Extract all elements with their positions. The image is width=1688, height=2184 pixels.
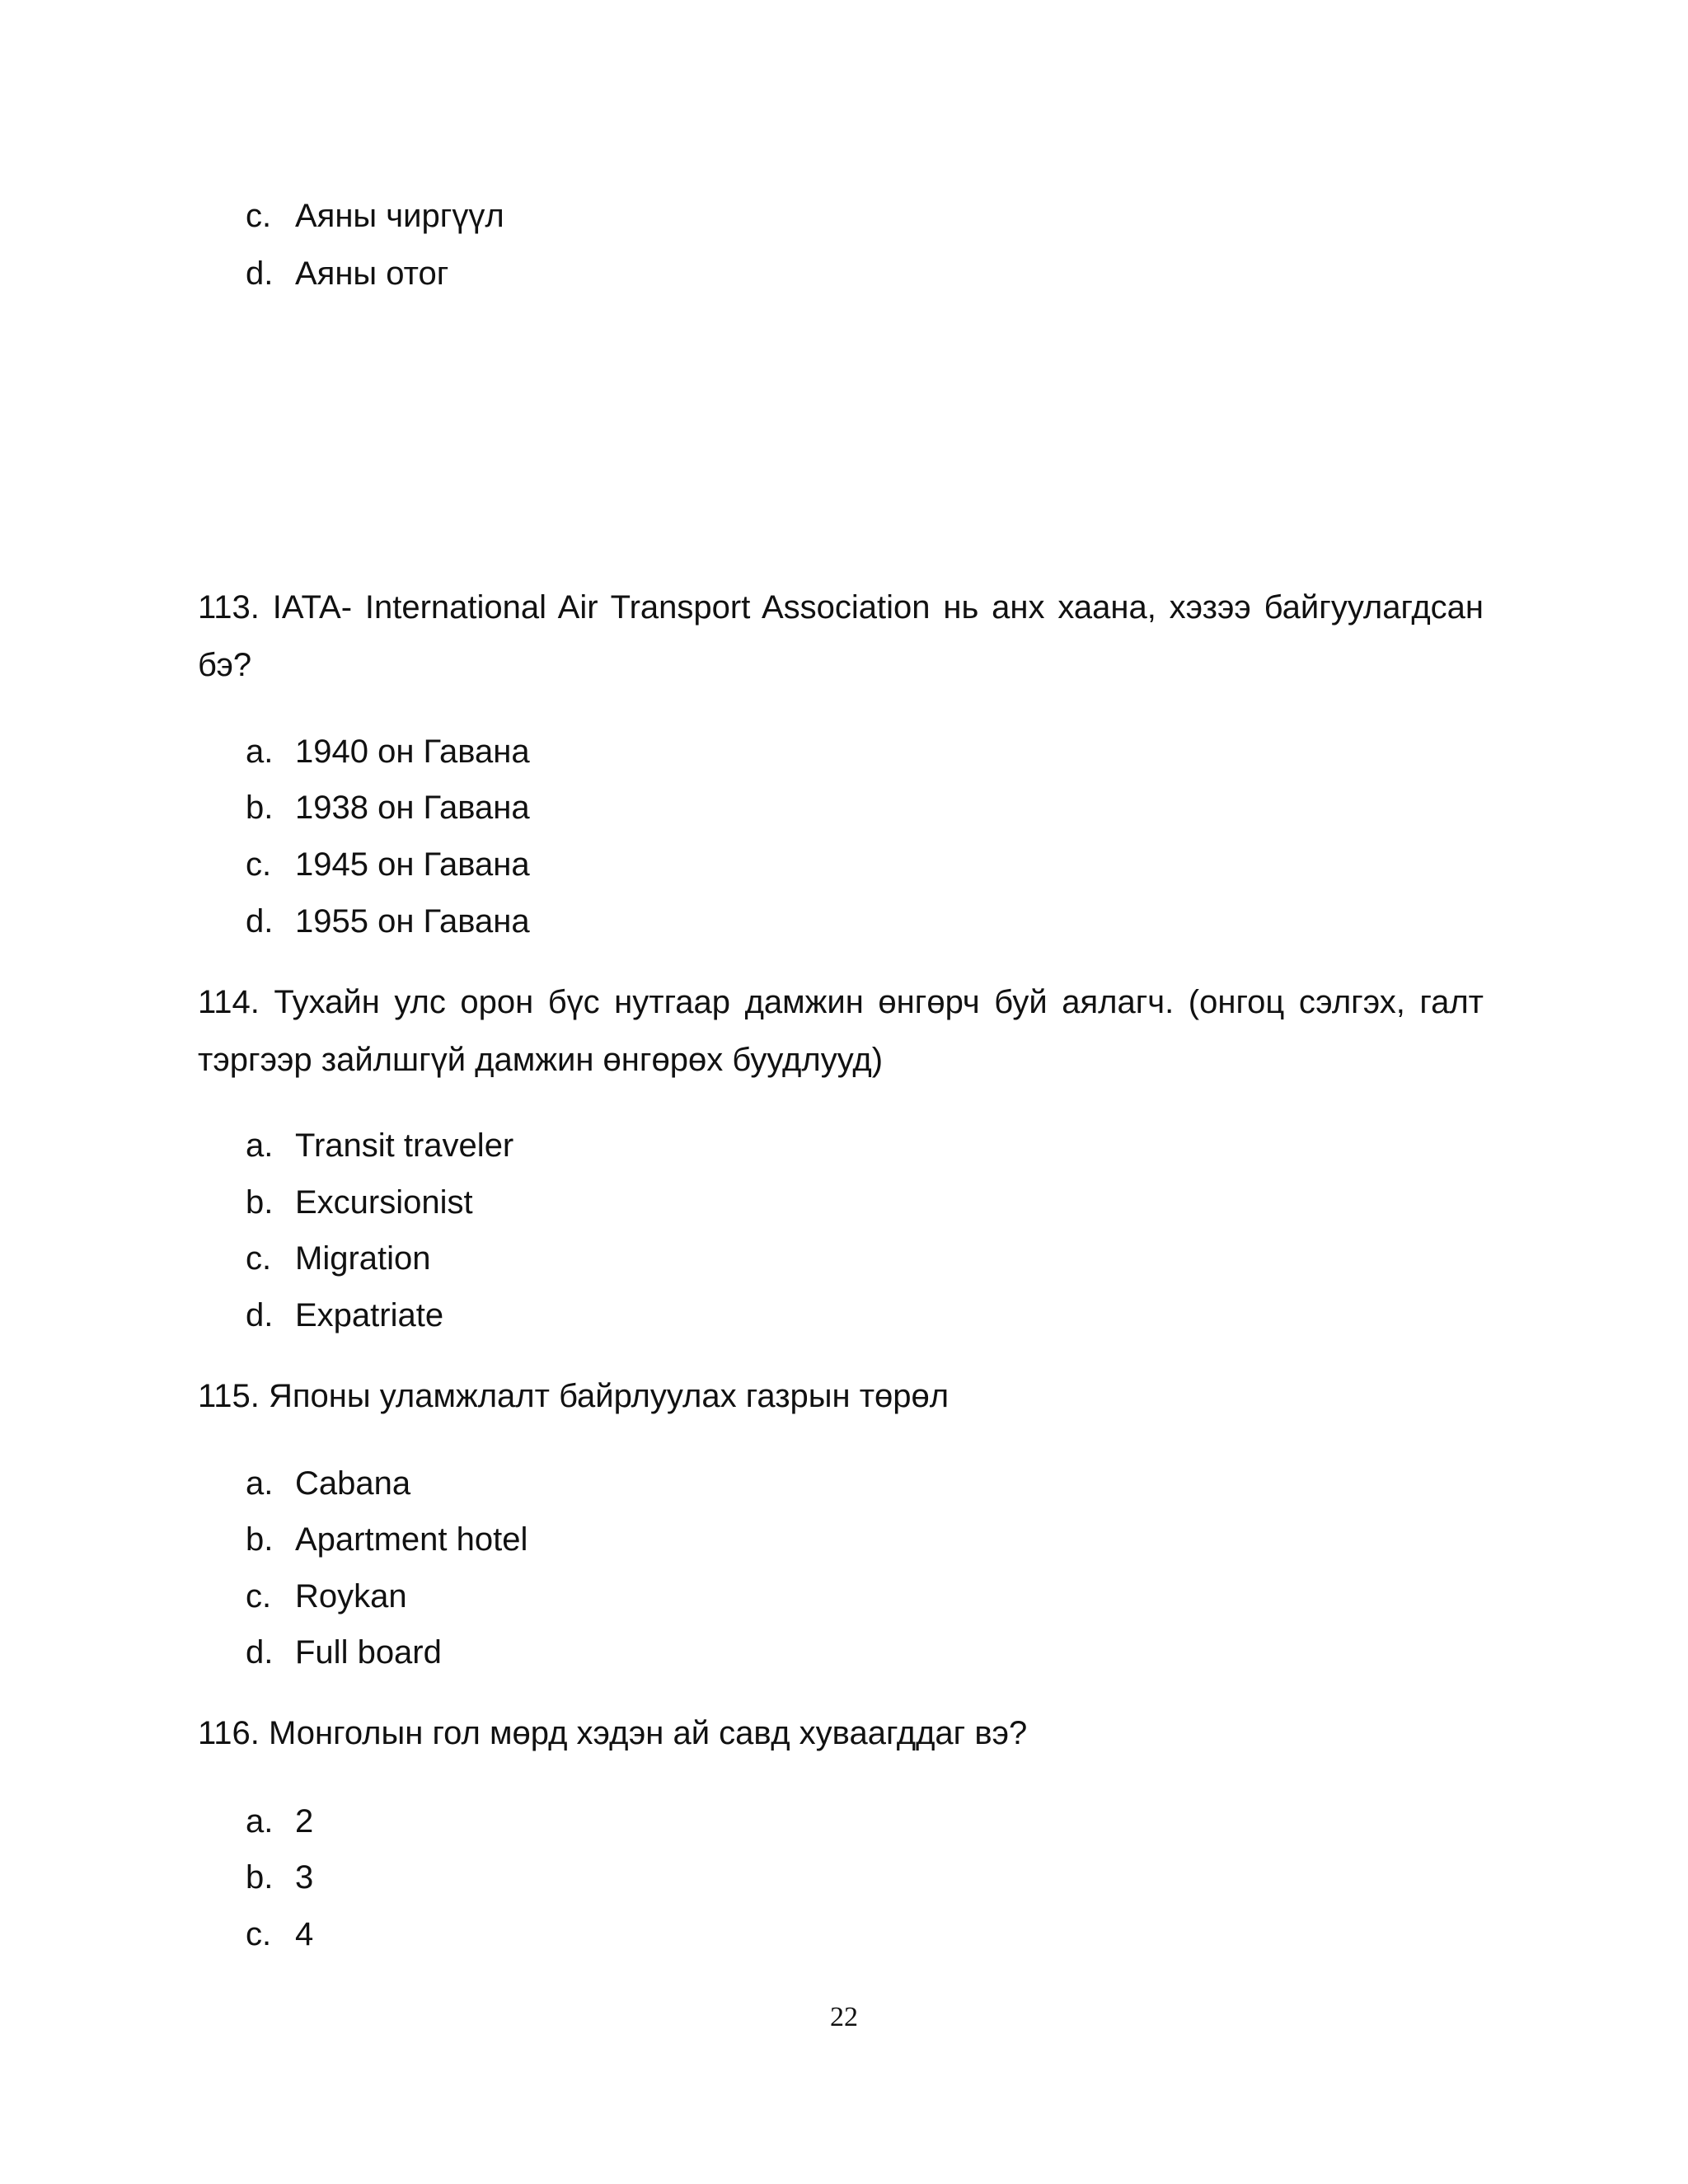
option-text: Cabana <box>295 1465 411 1502</box>
option-c <box>246 1915 313 1954</box>
option-c <box>246 196 504 236</box>
option-letter: b. <box>246 1521 274 1558</box>
option-letter: c. <box>246 198 272 234</box>
option-text: Аяны чиргүүл <box>295 198 504 234</box>
option-text: Apartment hotel <box>295 1521 528 1558</box>
option-text: 1945 он Гавана <box>295 846 530 883</box>
option-letter: c. <box>246 846 272 883</box>
option-text: 1938 он Гавана <box>295 790 530 826</box>
option-text: 3 <box>295 1859 314 1896</box>
option-a <box>246 1802 313 1841</box>
question-113: 113. IATA- International Air Transport Association нь анх хаана, хэзээ байгуулагдсан бэ? <box>198 589 1484 683</box>
option-a <box>246 1464 410 1503</box>
option-letter: c. <box>246 1916 272 1952</box>
option-text: Expatriate <box>295 1297 444 1333</box>
option-d <box>246 254 448 293</box>
page-number: 22 <box>830 2002 858 2032</box>
option-letter: b. <box>246 1184 274 1221</box>
question-115: 115. Японы уламжлалт байрлуулах газрын төрөл <box>198 1378 950 1414</box>
question-116: 116. Монголын гол мөрд хэдэн ай савд хуваагддаг вэ? <box>198 1715 1028 1751</box>
option-letter: d. <box>246 1297 274 1333</box>
option-d <box>246 1296 443 1335</box>
option-letter: a. <box>246 1803 274 1840</box>
option-b <box>246 1858 313 1897</box>
option-letter: a. <box>246 733 274 770</box>
option-c <box>246 1577 407 1616</box>
option-b <box>246 1183 473 1222</box>
option-d <box>246 1633 442 1672</box>
option-letter: b. <box>246 1859 274 1896</box>
option-letter: d. <box>246 255 274 292</box>
option-text: 4 <box>295 1916 314 1952</box>
option-b <box>246 788 530 827</box>
option-text: Full board <box>295 1634 442 1671</box>
option-c <box>246 845 530 884</box>
question-114: 114. Тухайн улс орон бүс нутгаар дамжин өнгөрч буй аялагч. (онгоц сэлгэх, галт тэргээр зайлшгүй дамжин өнгөрөх буудлууд) <box>198 984 1484 1078</box>
option-text: 2 <box>295 1803 314 1840</box>
option-letter: c. <box>246 1578 272 1615</box>
option-text: 1955 он Гавана <box>295 903 530 940</box>
option-text: 1940 он Гавана <box>295 733 530 770</box>
option-text: Transit traveler <box>295 1127 514 1164</box>
option-letter: b. <box>246 790 274 826</box>
option-text: Excursionist <box>295 1184 473 1221</box>
option-a <box>246 1126 513 1165</box>
option-text: Roykan <box>295 1578 407 1615</box>
option-letter: d. <box>246 1634 274 1671</box>
option-letter: d. <box>246 903 274 940</box>
option-letter: c. <box>246 1240 272 1277</box>
option-text: Migration <box>295 1240 431 1277</box>
option-letter: a. <box>246 1127 274 1164</box>
option-text: Аяны отог <box>295 255 449 292</box>
option-letter: a. <box>246 1465 274 1502</box>
option-a <box>246 732 530 771</box>
option-d <box>246 902 530 941</box>
option-b <box>246 1520 528 1559</box>
option-c <box>246 1239 431 1278</box>
